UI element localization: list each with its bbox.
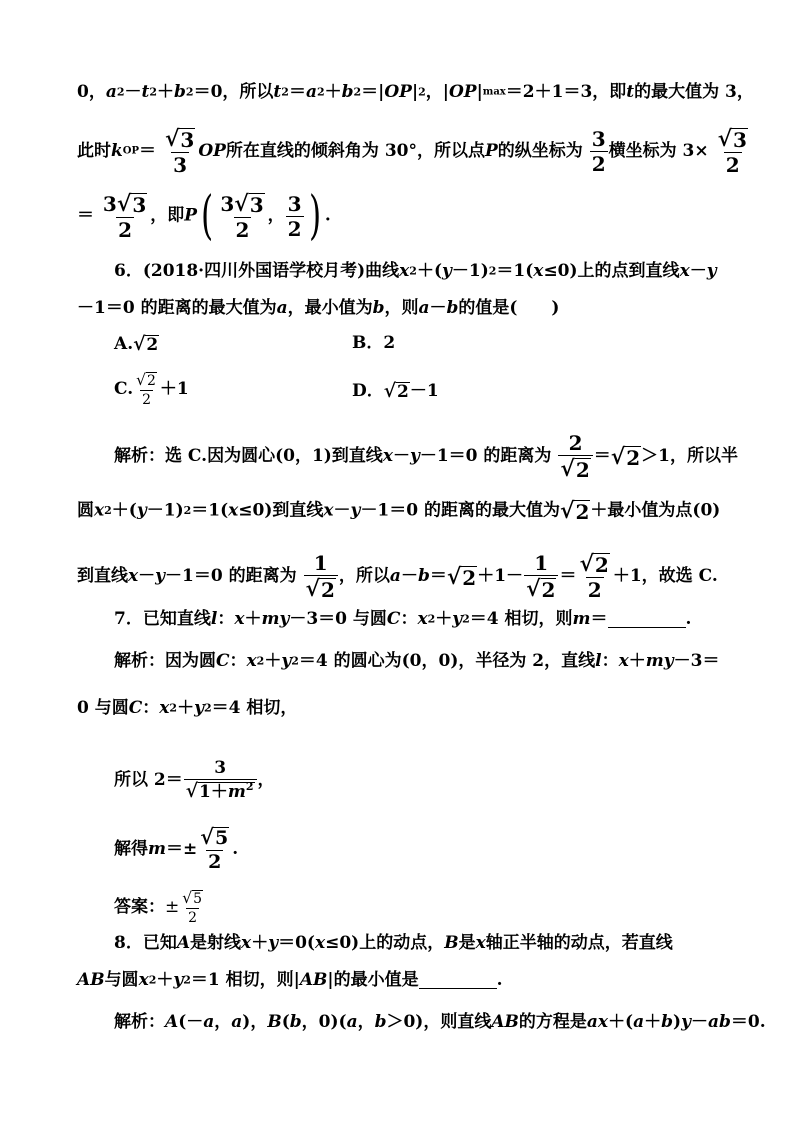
fraction: 3 √ 3 2 [102,190,147,242]
q6-option-d: D． √ 2 －1 [352,380,439,403]
sqrt: √ 2 [383,380,409,403]
sqrt: √ 5 [182,888,202,907]
fraction: 1 √ 2 [304,553,338,600]
fraction: $\frac{3}{2}$ [287,191,302,241]
q8-solution-line-1: 解析：A(－a，a)，B(b，0)(a，b＞0)，则直线AB的方程是ax＋(a＋b)y－ab＝0. [114,1012,766,1032]
left-paren: ( [201,186,214,246]
q7-solution-line-2: 0 与圆C：x2＋y2＝4 相切， [77,698,298,718]
right-paren: ) [308,186,321,246]
sqrt: √ 3 [717,126,747,152]
fraction: 3 √ 3 2 [220,190,264,242]
sqrt: √ 3 [234,190,264,217]
fraction: √ 2 2 [579,551,609,602]
sqrt: √ $1+m^2$ [185,780,254,803]
sqrt: √ 2 [579,551,609,577]
answer-blank [608,611,686,628]
q6-solution-line-1: 解析：选 C.因为圆心(0，1)到直线x－y－1＝0 的距离为 2 √ 2 ＝ √ 2 ＞1，所以半 [114,431,738,482]
q6-option-c: C. √ 2 2 ＋1 [114,370,189,408]
fraction: $\frac{3}{2}$ [591,127,606,176]
sqrt: √ 2 [610,443,641,470]
fraction: √ 3 2 [717,126,747,177]
sqrt: √ 2 [446,563,477,590]
sqrt: √ 3 [116,190,147,217]
q7-solution-line-1: 解析：因为圆C：x2＋y2＝4 的圆心为(0，0)，半径为 2，直线l：x＋my－3＝ [114,651,720,671]
q6-solution-line-3: 到直线x－y－1＝0 的距离为 1 √ 2 ，所以a－b＝ √ 2 ＋1－ 1 √ 2 ＝ √ 2 2 ＋1，故选 C. [77,551,718,602]
q7-solution-line-4: 解得m＝± √ 5 2 . [114,824,239,874]
q8-stem-line-2: AB与圆x2＋y2＝1 相切，则|AB|的最小值是 . [77,970,503,990]
sqrt: √ 2 [305,576,335,602]
solution-tail-line-2: 此时kOP＝ √ 3 3 OP所在直线的倾斜角为 30°，所以点P的纵坐标为 $\frac{3}{2}$ 横坐标为 3× √ 3 2 [77,128,751,175]
answer-blank [419,972,497,989]
q7-stem: 7．已知直线l：x＋my－3＝0 与圆C：x2＋y2＝4 相切，则m＝ . [114,609,692,629]
sqrt: √ 2 [133,333,159,356]
fraction: 1 √ 2 [524,553,558,600]
q6-option-b: B．2 [352,333,396,353]
solution-tail-line-3: ＝ 3 √ 3 2 ，即P( 3 √ 3 2 ， $\frac{3}{2}$ ) . [77,186,331,246]
q6-option-a: A. √ 2 [114,333,159,356]
fraction: √ 5 2 [200,824,229,874]
q6-stem-line-1: 6．(2018·四川外国语学校月考)曲线x2＋(y－1)2＝1(x≤0)上的点到直线x－y [114,261,717,281]
q6-stem-line-2: －1＝0 的距离的最大值为a，最小值为b，则a－b的值是( ) [77,298,560,318]
q7-solution-line-3: 所以 2＝ 3 √ $1+m^2$ ， [114,758,275,803]
sqrt: √ 2 [560,456,590,482]
fraction: 2 √ 2 [558,433,592,480]
fraction: √ 5 2 [182,888,202,926]
sqrt: √ 2 [136,370,156,389]
q6-solution-line-2: 圆x2＋(y－1)2＝1(x≤0)到直线x－y－1＝0 的距离的最大值为 √ 2 ＋最小值为点(0) [77,498,721,524]
fraction: √ 2 2 [136,370,156,408]
sqrt: √ 2 [560,498,590,524]
sqrt: √ 3 [164,126,195,152]
sqrt: √ 2 [526,576,556,602]
fraction: 3 √ $1+m^2$ [184,760,257,801]
q7-answer: 答案：± √ 5 2 [114,890,206,925]
fraction: √ 3 3 [164,126,195,177]
solution-tail-line-1: 0，a2－t2＋b2＝0，所以t2＝a2＋b2＝|OP|2，|OP|max＝2＋1＝3，即t的最大值为 3， [77,82,754,102]
sqrt: √ 5 [200,824,229,850]
q8-stem-line-1: 8．已知A是射线x＋y＝0(x≤0)上的动点，B是x轴正半轴的动点，若直线 [114,933,673,953]
